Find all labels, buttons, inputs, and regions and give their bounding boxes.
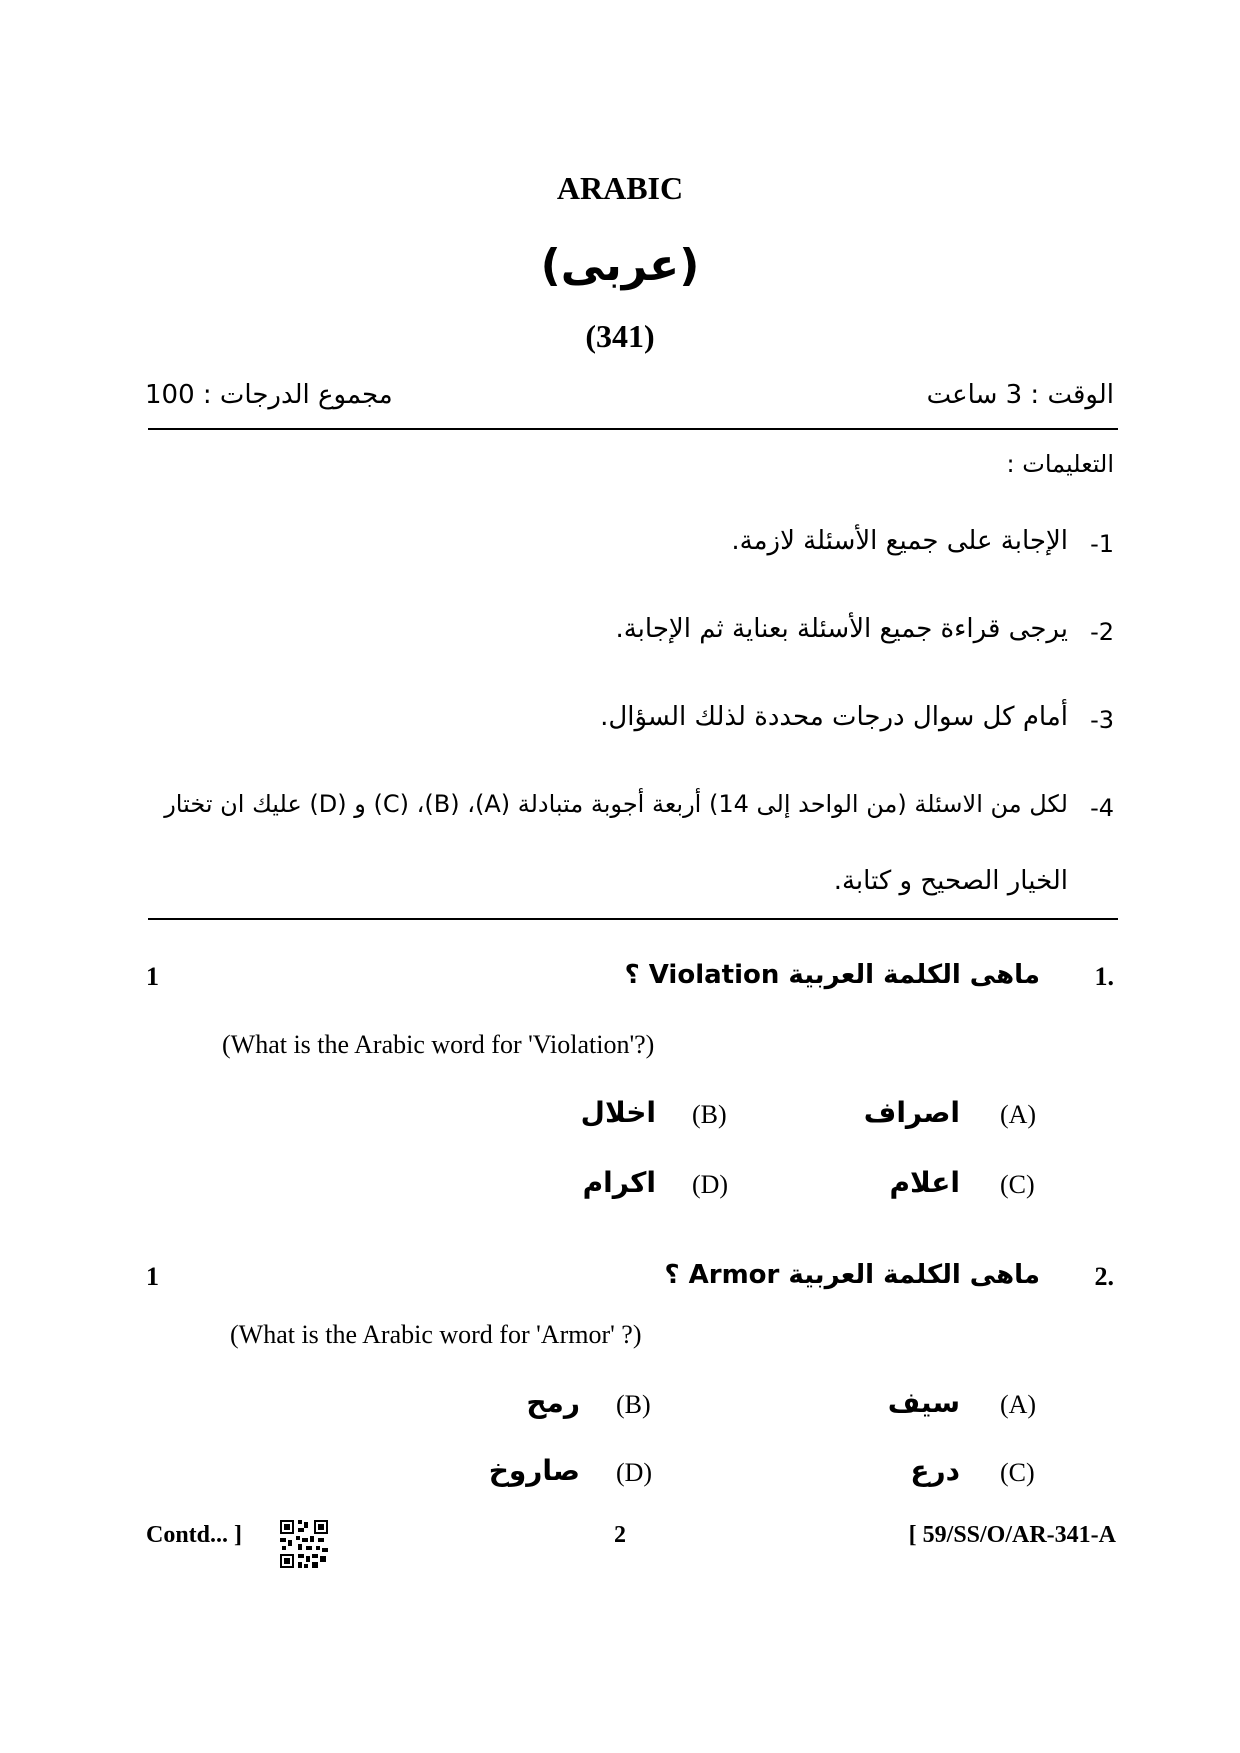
q1-option-c-text: اعلام	[889, 1166, 960, 1199]
q2-option-b-label: (B)	[616, 1390, 651, 1419]
question-2-marks: 1	[146, 1262, 159, 1291]
question-2-number: .2	[1094, 1262, 1114, 1291]
q1-option-a-text: اصراف	[863, 1096, 960, 1129]
question-1-text: ماهى الكلمة العربية Violation ؟	[624, 960, 1040, 990]
page-number: 2	[614, 1522, 626, 1548]
q1-option-b-label: (B)	[692, 1100, 727, 1129]
instruction-1-text: الإجابة على جميع الأسئلة لازمة.	[731, 526, 1068, 556]
q2-option-b-text: رمح	[526, 1386, 580, 1419]
q2-option-a-text: سيف	[887, 1386, 960, 1419]
q2-option-c-label: (C)	[1000, 1458, 1035, 1487]
subject-title-arabic: (عربى)	[540, 240, 700, 291]
instruction-1-number: -1	[1090, 530, 1114, 558]
instructions-heading: التعليمات :	[1006, 450, 1114, 478]
q2-option-d-label: (D)	[616, 1458, 653, 1487]
question-1-number: .1	[1094, 962, 1114, 991]
instructions-divider	[148, 918, 1118, 920]
q1-option-c-label: (C)	[1000, 1170, 1035, 1199]
q2-option-d-text: صاروخ	[488, 1454, 580, 1487]
instruction-2-text: يرجى قراءة جميع الأسئلة بعناية ثم الإجابة.	[615, 614, 1068, 644]
instruction-4-text-line2: الخيار الصحيح و كتابة.	[833, 866, 1068, 896]
contd-label: Contd... ]	[146, 1522, 243, 1548]
instruction-4-number: -4	[1090, 794, 1114, 822]
instruction-2-number: -2	[1090, 618, 1114, 646]
question-2-english: (What is the Arabic word for 'Armor' ?)	[230, 1320, 642, 1349]
subject-title: ARABIC	[556, 170, 684, 206]
time-allowed: الوقت : 3 ساعت	[926, 380, 1114, 410]
question-1-english: (What is the Arabic word for 'Violation'?)	[222, 1030, 655, 1059]
instruction-4-text-line1: لكل من الاسئلة (من الواحد إلى 14) أربعة أجوبة متبادلة (A)، (B)، (C) و (D) عليك ان تختار	[164, 790, 1068, 818]
q1-option-d-text: اكرام	[582, 1166, 656, 1199]
q2-option-c-text: درع	[910, 1454, 960, 1487]
header-divider	[148, 428, 1118, 430]
question-2-text: ماهى الكلمة العربية Armor ؟	[664, 1260, 1040, 1290]
q1-option-a-label: (A)	[1000, 1100, 1037, 1129]
q1-option-b-text: اخلال	[580, 1096, 656, 1129]
q1-option-d-label: (D)	[692, 1170, 729, 1199]
paper-code: [ 59/SS/O/AR-341-A	[908, 1522, 1116, 1548]
question-1-marks: 1	[146, 962, 159, 991]
instruction-3-number: -3	[1090, 706, 1114, 734]
max-marks: مجموع الدرجات : 100	[145, 380, 393, 410]
subject-code: (341)	[585, 318, 655, 354]
q2-option-a-label: (A)	[1000, 1390, 1037, 1419]
instruction-3-text: أمام كل سوال درجات محددة لذلك السؤال.	[600, 702, 1068, 732]
